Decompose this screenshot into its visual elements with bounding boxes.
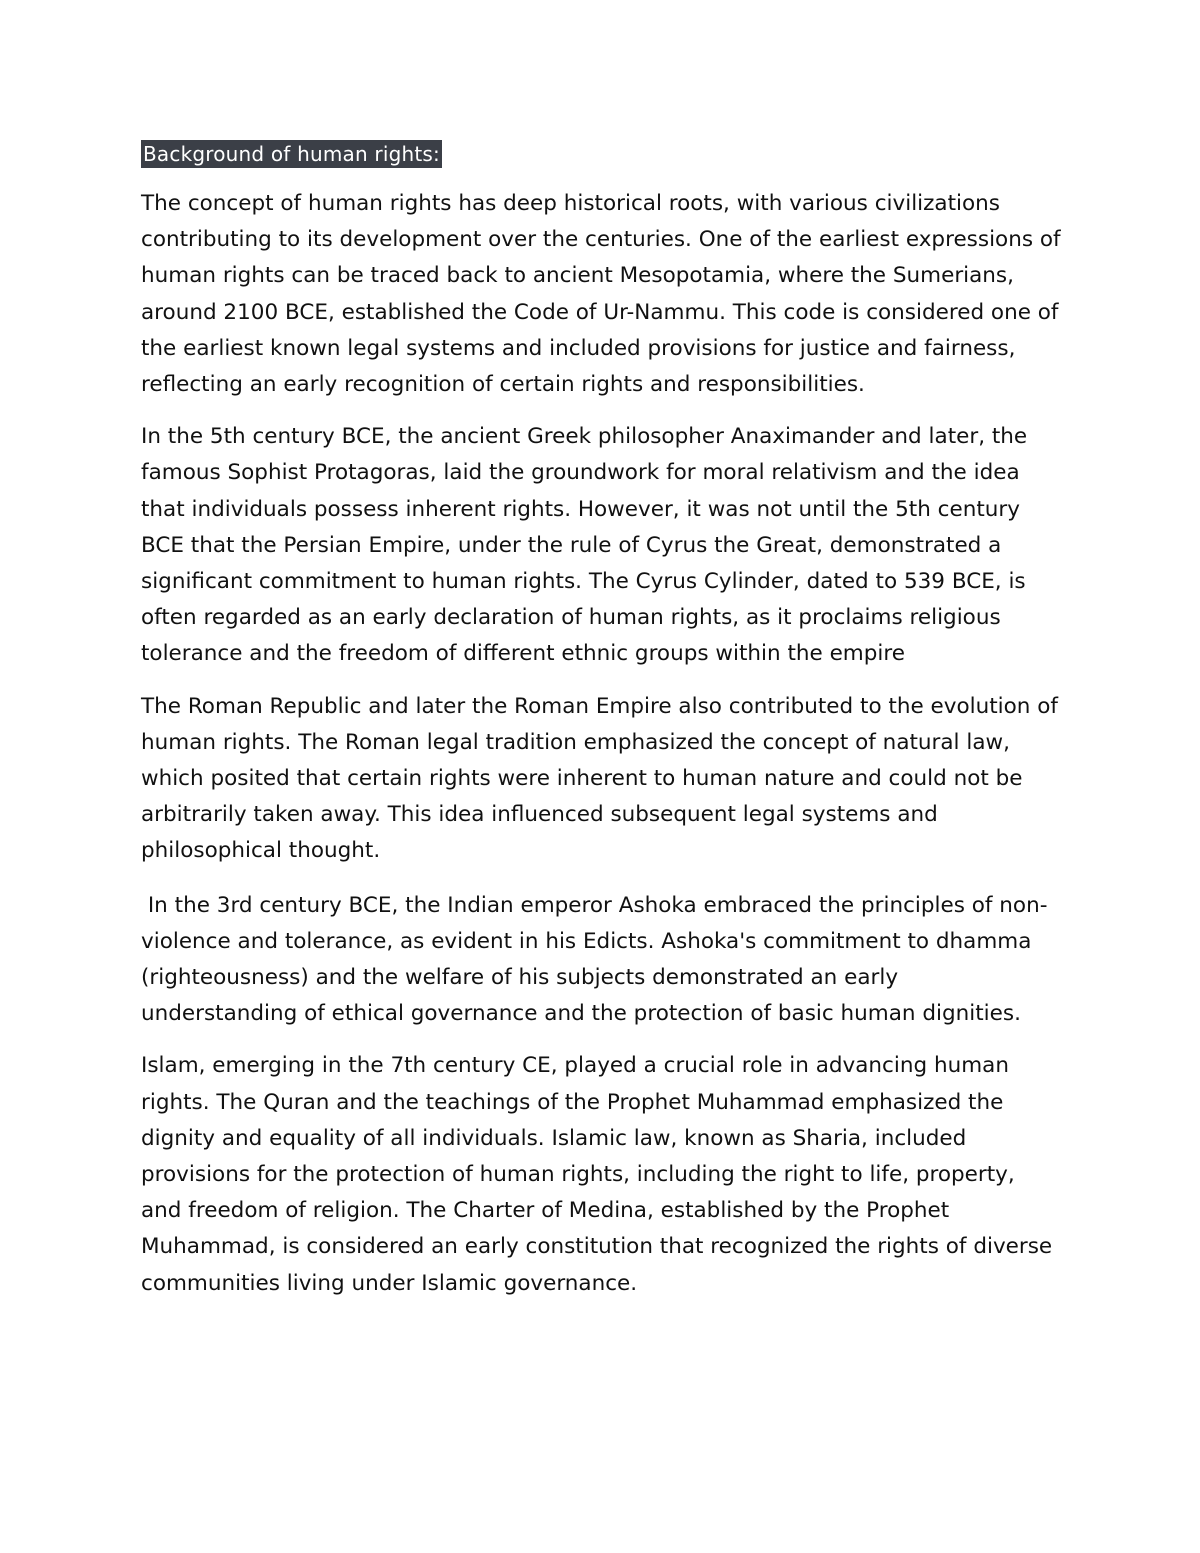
section-heading-selected[interactable]: Background of human rights: xyxy=(143,142,440,166)
document-body[interactable] xyxy=(141,140,1061,1318)
paragraph-roman[interactable]: The Roman Republic and later the Roman Empire also contributed to the evolution of human rights. The Roman legal tradition emphasized the concept of natural law, which posited that certain rights were inherent to human nature and could not be arbitrarily taken away. This idea influenced subsequent legal systems and philosophical thought. xyxy=(141,693,1058,864)
paragraph-ashoka[interactable]: In the 3rd century BCE, the Indian emperor Ashoka embraced the principles of non-violence and tolerance, as evident in his Edicts. Ashoka's commitment to dhamma (righteousness) and the welfare of his subjects demonstrated an early understanding of ethical governance and the protection of basic human dignities. xyxy=(141,892,1048,1027)
paragraph-islam[interactable]: Islam, emerging in the 7th century CE, played a crucial role in advancing human rights. The Quran and the teachings of the Prophet Muhammad emphasized the dignity and equality of all individuals. Islamic law, known as Sharia, included provisions for the protection of human rights, including the right to life, property, and freedom of religion. The Charter of Medina, established by the Prophet Muhammad, is considered an early constitution that recognized the rights of diverse communities living under Islamic governance. xyxy=(141,1053,1053,1296)
paragraph-mesopotamia[interactable]: The concept of human rights has deep historical roots, with various civilizations contributing to its development over the centuries. One of the earliest expressions of human rights can be traced back to ancient Mesopotamia, where the Sumerians, around 2100 BCE, established the Code of Ur-Nammu. This code is considered one of the earliest known legal systems and included provisions for justice and fairness, reflecting an early recognition of certain rights and responsibilities. xyxy=(141,191,1061,398)
paragraph-greek-persian[interactable]: In the 5th century BCE, the ancient Greek philosopher Anaximander and later, the famous Sophist Protagoras, laid the groundwork for moral relativism and the idea that individuals possess inherent rights. However, it was not until the 5th century BCE that the Persian Empire, under the rule of Cyrus the Great, demonstrated a significant commitment to human rights. The Cyrus Cylinder, dated to 539 BCE, is often regarded as an early declaration of human rights, as it proclaims religious tolerance and the freedom of different ethnic groups within the empire xyxy=(141,424,1028,667)
